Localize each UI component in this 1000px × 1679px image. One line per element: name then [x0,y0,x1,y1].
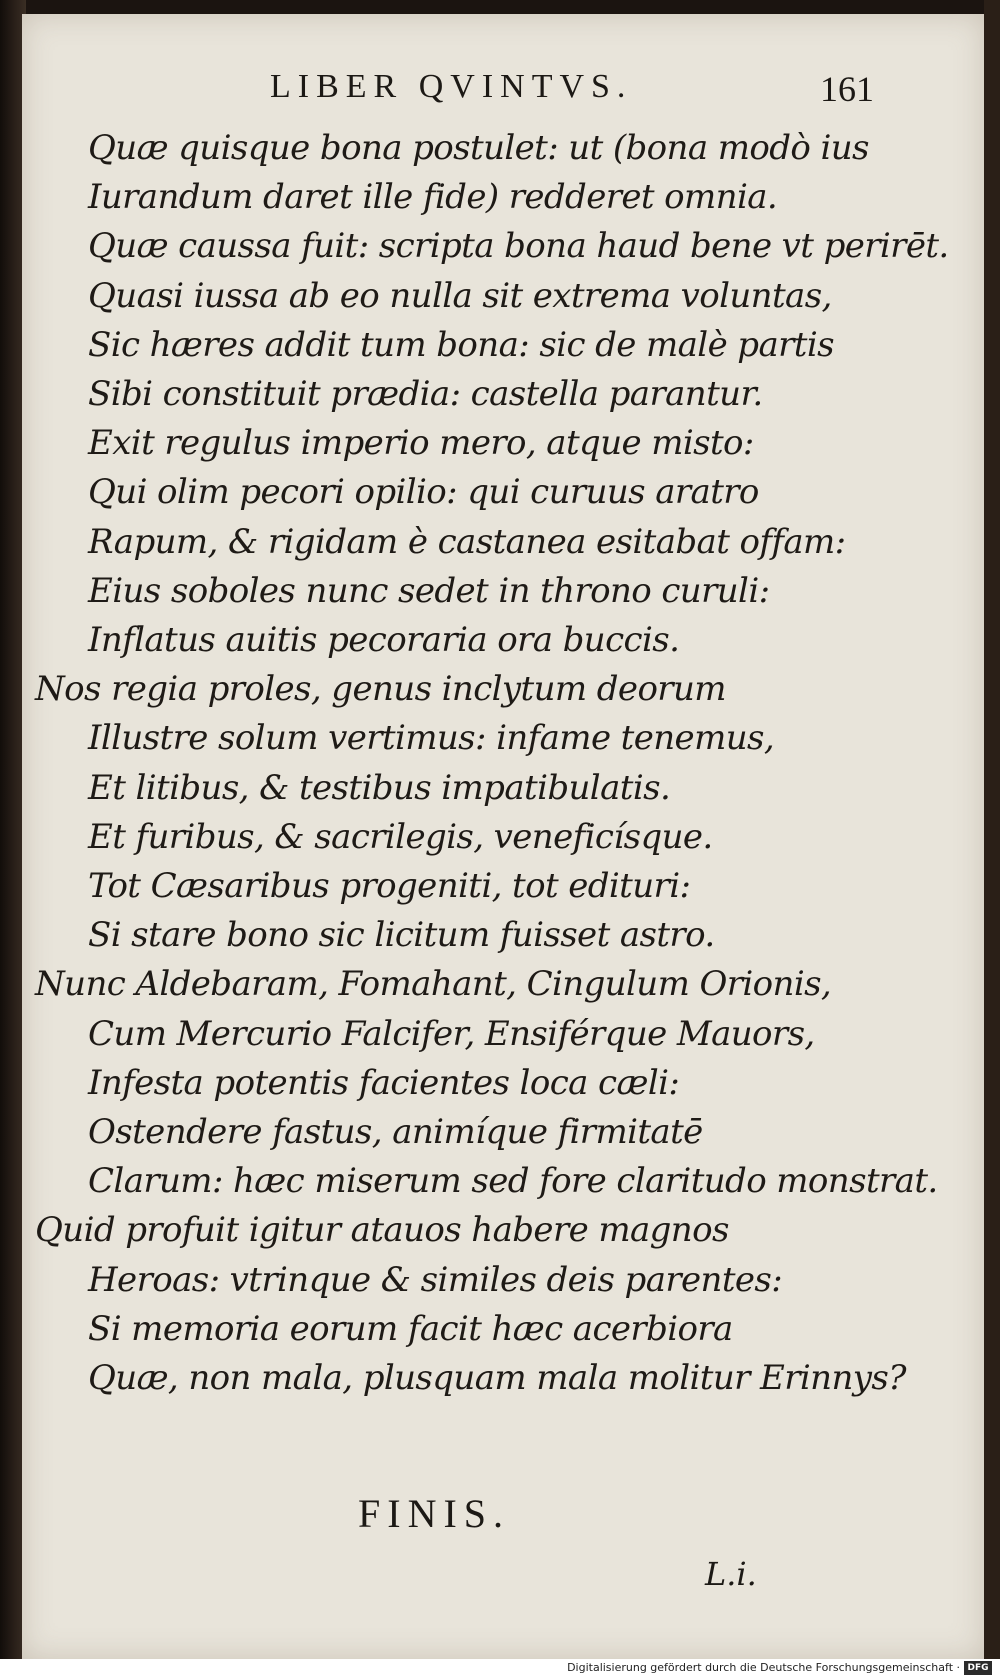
verse-line: Illustre solum vertimus: infame tenemus, [88,718,775,759]
verse-line: Ostendere fastus, animíque firmitatē [88,1112,703,1152]
verse-line: Et furibus, & sacrilegis, veneficísque. [88,816,713,857]
verse-line: Si stare bono sic licitum fuisset astro. [88,915,715,956]
verse-line: Nos regia proles, genus inclytum deorum [35,669,726,710]
verse-line: Heroas: vtrinque & similes deis parentes: [88,1259,783,1300]
verse-line: Iurandum daret ille fide) redderet omnia. [88,177,778,218]
verse-line: Sic hæres addit tum bona: sic de malè partis [88,324,834,365]
book-right-edge [984,0,1000,1679]
verse-line: Tot Cæsaribus progeniti, tot edituri: [88,866,691,906]
verse-line: Rapum, & rigidam è castanea esitabat offam: [88,521,846,562]
verse-line: Exit regulus imperio mero, atque misto: [88,423,754,464]
verse-line: Inflatus auitis pecoraria ora buccis. [88,620,680,660]
funding-note: Digitalisierung gefördert durch die Deutsche Forschungsgemeinschaft · [567,1661,960,1674]
running-head: LIBER QVINTVS. [270,68,633,105]
verse-line: Eius soboles nunc sedet in throno curuli: [88,570,770,611]
verse-line: Clarum: hæc miserum sed fore claritudo monstrat. [88,1161,938,1202]
verse-line: Qui olim pecori opilio: qui curuus aratro [88,472,759,513]
verse-line: Cum Mercurio Falcifer, Ensiférque Mauors, [88,1013,815,1054]
verse-line: Quæ, non mala, plusquam mala molitur Erinnys? [88,1358,906,1398]
verse-line: Nunc Aldebaram, Fomahant, Cingulum Orionis, [35,964,832,1005]
verse-line: Quæ quisque bona postulet: ut (bona modò ius [88,128,869,168]
verse-line: Et litibus, & testibus impatibulatis. [88,767,671,808]
verse-line: Infesta potentis facientes loca cæli: [88,1062,680,1103]
signature-mark: L.i. [705,1555,757,1593]
verse-line: Quæ caussa fuit: scripta bona haud bene vt perirēt. [88,226,949,267]
dfg-logo: DFG [964,1661,992,1675]
page-number: 161 [820,69,874,109]
verse-line: Quasi iussa ab eo nulla sit extrema voluntas, [88,275,832,316]
verse-line: Si memoria eorum facit hæc acerbiora [88,1308,733,1349]
verse-line: Quid profuit igitur atauos habere magnos [35,1210,729,1251]
finis-heading: FINIS. [358,1491,511,1536]
verse-line: Sibi constituit prædia: castella parantur. [88,374,763,414]
